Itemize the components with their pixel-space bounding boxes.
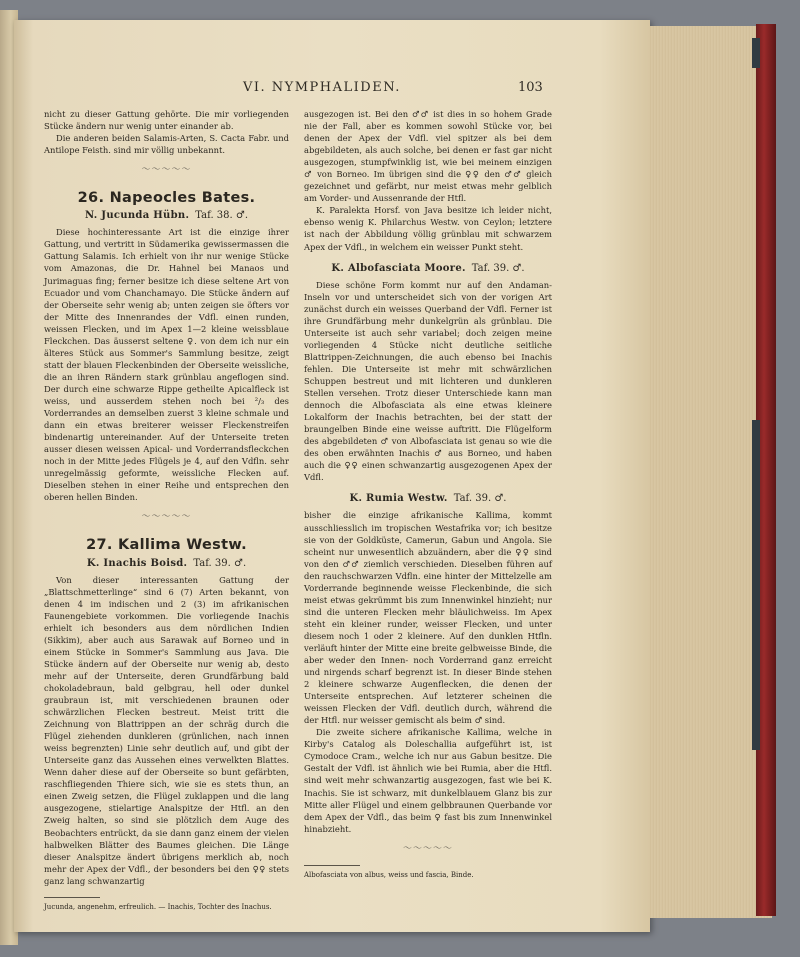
- binding-tab-top: [752, 38, 760, 68]
- footnote-right: Albofasciata von albus, weiss und fascia, Binde.: [304, 870, 474, 879]
- species-heading-inachis: [44, 558, 289, 570]
- species-heading-jucunda: [44, 210, 289, 222]
- page-header: [0, 80, 800, 100]
- section-27-title: 27. Kallima Westw.: [86, 537, 247, 554]
- binding-tab-middle: [752, 420, 760, 750]
- footnote-left: Jucunda, angenehm, erfreulich. — Inachis, Tochter des Inachus.: [44, 902, 272, 911]
- plate-reference: Taf. 39. ♂.: [453, 493, 507, 505]
- section-divider: 〜〜〜〜〜: [141, 512, 192, 523]
- species-name: N. Jucunda Hübn.: [84, 210, 190, 222]
- section-27-text: Von dieser interessanten Gattung der „Blattschmetterlinge“ sind 6 (7) Arten bekannt, von denen 4 im indischen und 2 (3) im afrikanischen Faunengebiete vorkommen. Die vorliegende Inachis erhielt ich besonders aus dem nördlichen Indien (Sikkim), aber auch aus Sarawak auf Borneo und in einem Stücke in Sommer's Sammlung aus Java. Die Stücke ändern auf der Oberseite nur wenig ab, desto mehr auf der Unterseite, deren Grundfärbung bald chokoladebraun, bald gelbgrau, hell oder dunkel graubraun ist, mit verschiedenen braunen oder schwärzlichen Flecken bestreut. Meist tritt die Zeichnung von Blattrippen an der schräg durch die Flügel ziehenden dunkleren (grünlichen, nach innen weiss begrenzten) Linie sehr deutlich auf, und gibt der Unterseite ganz das Aussehen eines verwelkten Blattes. Wenn daher diese auf der Oberseite so bunt gefärbten, raschfliegenden Thiere sich, wie sie es stets thun, an einen Zweig setzen, die Flügel zuklappen und die lang ausgezogene, stielartige Analspitze der Htfl. an den Zweig halten, so sind sie plötzlich dem Auge des Beobachters entrückt, da sie dann ganz einem der vielen halbwelken Blätter des Baumes gleichen. Die Länge dieser Analspitze ändert übrigens merklich ab, noch mehr der Apex der Vdfl., der besonders bei den ♀♀ stets ganz lang schwanzartig: [44, 574, 289, 886]
- section-divider: 〜〜〜〜〜: [402, 843, 453, 854]
- footnote-rule: [44, 897, 100, 898]
- intro-paragraph-2: Die anderen beiden Salamis-Arten, S. Cacta Fabr. und Antilope Feisth. sind mir völlig unbekannt.: [44, 133, 289, 156]
- albofasciata-text: Diese schöne Form kommt nur auf den Andaman-Inseln vor und unterscheidet sich von der vorigen Art zunächst durch ein weisses Querband der Vdfl. Ferner ist ihre Grundfärbung mehr dunkelgrün als grünblau. Die Unterseite ist auch sehr variabel; doch zeigen meine vorliegenden 4 Stücke nicht deutliche seitliche Blattrippen-Zeichnungen, die auch ebenso bei Inachis fehlen. Die Unterseite ist mehr mit schwärzlichen Schuppen bestreut und mit lichteren und dunkleren Stellen versehen. Trotz dieser Unterschiede kann man dennoch die Albofasciata als eine etwas kleinere Lokalform der Inachis betrachten, bei der statt der braungelben Binde eine weisse auftritt. Die Flügelform des abgebildeten ♂ von Albofasciata ist genau so wie die des oben erwähnten Inachis ♂ aus Borneo, und haben auch die ♀♀ einen schwanzartig ausgezogenen Apex der Vdfl.: [304, 279, 552, 483]
- section-divider: 〜〜〜〜〜: [141, 165, 192, 176]
- species-heading-rumia: [304, 493, 552, 505]
- plate-reference: Taf. 39. ♂.: [471, 262, 525, 274]
- footnote-rule: [304, 865, 360, 866]
- species-heading-albofasciata: [304, 263, 552, 275]
- rumia-text: bisher die einzige afrikanische Kallima, kommt ausschliesslich im tropischen Westafrika vor; ich besitze sie von der Goldküste, Camerun, Gabun und Angola. Sie scheint nur unwesentlich abzuändern, aber die ♀♀ sind von den ♂♂ ziemlich verschieden. Dieselben führen auf den rauchschwarzen Vdfln. eine hinter der Mittelzelle am Vorderrande beginnende weisse Fleckenbinde, die sich meist etwas gekrümmt bis zum Innenwinkel hinzieht; nur sind die unteren Flecken mehr bläulichweiss. Im Apex steht ein kleiner runder, weisser Flecken, und unter diesem noch 1 oder 2 kleinere. Auf den dunklen Htfln. verläuft hinter der Mitte eine breite gelbweisse Binde, die aber weder den Innen- noch Vorderrand ganz erreicht und nirgends scharf begrenzt ist. In dieser Binde stehen 2 kleinere schwarze Augenflecken, die denen der Unterseite entsprechen. Auf letzterer scheinen die weissen Flecken der Vdfl. deutlich durch, während die der Htfl. nur weisser gemischt als beim ♂ sind.: [304, 510, 552, 726]
- section-26-text: Diese hochinteressante Art ist die einzige ihrer Gattung, und vertritt in Südamerika gewissermassen die Gattung Salamis. Ich erhielt von ihr nur wenige Stücke vom Amazonas, die Dr. Hahnel bei Manaos und Jurimaguas fing; ferner besitze ich diese seltene Art von Ecuador und vom Chanchamayo. Die Stücke ändern auf der Oberseite sehr wenig ab; unten zeigen sie öfters vor der Mitte des Innenrandes der Vdfl. einen runden, weissen Flecken, und im Apex 1—2 kleine weissblaue Fleckchen. Das äusserst seltene ♀. von dem ich nur ein älteres Stück aus Sommer's Sammlung besitze, zeigt statt der blauen Fleckenbinden der Oberseite weissliche, die an ihren Rändern stark grünblau angeflogen sind. Der durch eine schwarze Rippe getheilte Apicalfleck ist weiss, und ausserdem stehen noch bei ²/₃ des Vorderrandes an demselben zuerst 3 kleine schmale und dann ein etwas breiterer weisser Fleckenstreifen bindenartig untereinander. Auf der Unterseite treten ausser diesen weissen Apical- und Vorderrandsfleckchen noch in der Mitte jedes Flügels je 4, auf den Vdfln. sehr unregelmässig geformte, weissliche Flecken auf. Dieselben stehen in einer Reihe und entsprechen den oberen hellen Binden.: [44, 227, 289, 503]
- species-name: K. Rumia Westw.: [349, 493, 448, 505]
- species-name: K. Inachis Boisd.: [86, 557, 188, 569]
- right-column: [304, 108, 552, 880]
- species-name: K. Albofasciata Moore.: [331, 262, 466, 274]
- paralekta-paragraph: K. Paralekta Horsf. von Java besitze ich leider nicht, ebenso wenig K. Philarchus Westw. von Ceylon; letztere ist nach der Abbildung völlig grünblau mit schwarzem Apex der Vdfl., in welchem ein weisser Punkt steht.: [304, 205, 552, 252]
- plate-reference: Taf. 39. ♂.: [193, 557, 247, 569]
- plate-reference: Taf. 38. ♂.: [195, 210, 249, 222]
- page-number: 103: [518, 80, 543, 95]
- left-column: [44, 108, 289, 912]
- intro-paragraph: nicht zu dieser Gattung gehörte. Die mir vorliegenden Stücke ändern nur wenig unter einander ab.: [44, 109, 289, 132]
- running-head: VI. NYMPHALIDEN.: [243, 80, 401, 95]
- continued-text: ausgezogen ist. Bei den ♂♂ ist dies in so hohem Grade nie der Fall, aber es kommen sowohl Stücke vor, bei denen der Apex der Vdfl. viel spitzer als bei dem abgebildeten, als auch solche, bei denen er fast gar nicht ausgezogen, stumpfwinklig ist, wie bei meinem einzigen ♂ von Borneo. Im übrigen sind die ♀♀ den ♂♂ gleich gezeichnet und gefärbt, nur meist etwas mehr gelblich am Vorder- und Aussenrande der Htfl.: [304, 109, 552, 204]
- section-26-title: 26. Napeocles Bates.: [77, 190, 256, 207]
- cymodoce-text: Die zweite sichere afrikanische Kallima, welche in Kirby's Catalog als Doleschallia aufgeführt ist, ist Cymodoce Cram., welche ich nur aus Gabun besitze. Die Gestalt der Vdfl. ist ähnlich wie bei Rumia, aber die Htfl. sind weit mehr schwanzartig ausgezogen, fast wie bei K. Inachis. Sie ist schwarz, mit dunkelblauem Glanz bis zur Mitte aller Flügel und einem gelbbraunen Querbande vor dem Apex der Vdfl., das beim ♀ fast bis zum Innenwinkel hinabzieht.: [304, 727, 552, 834]
